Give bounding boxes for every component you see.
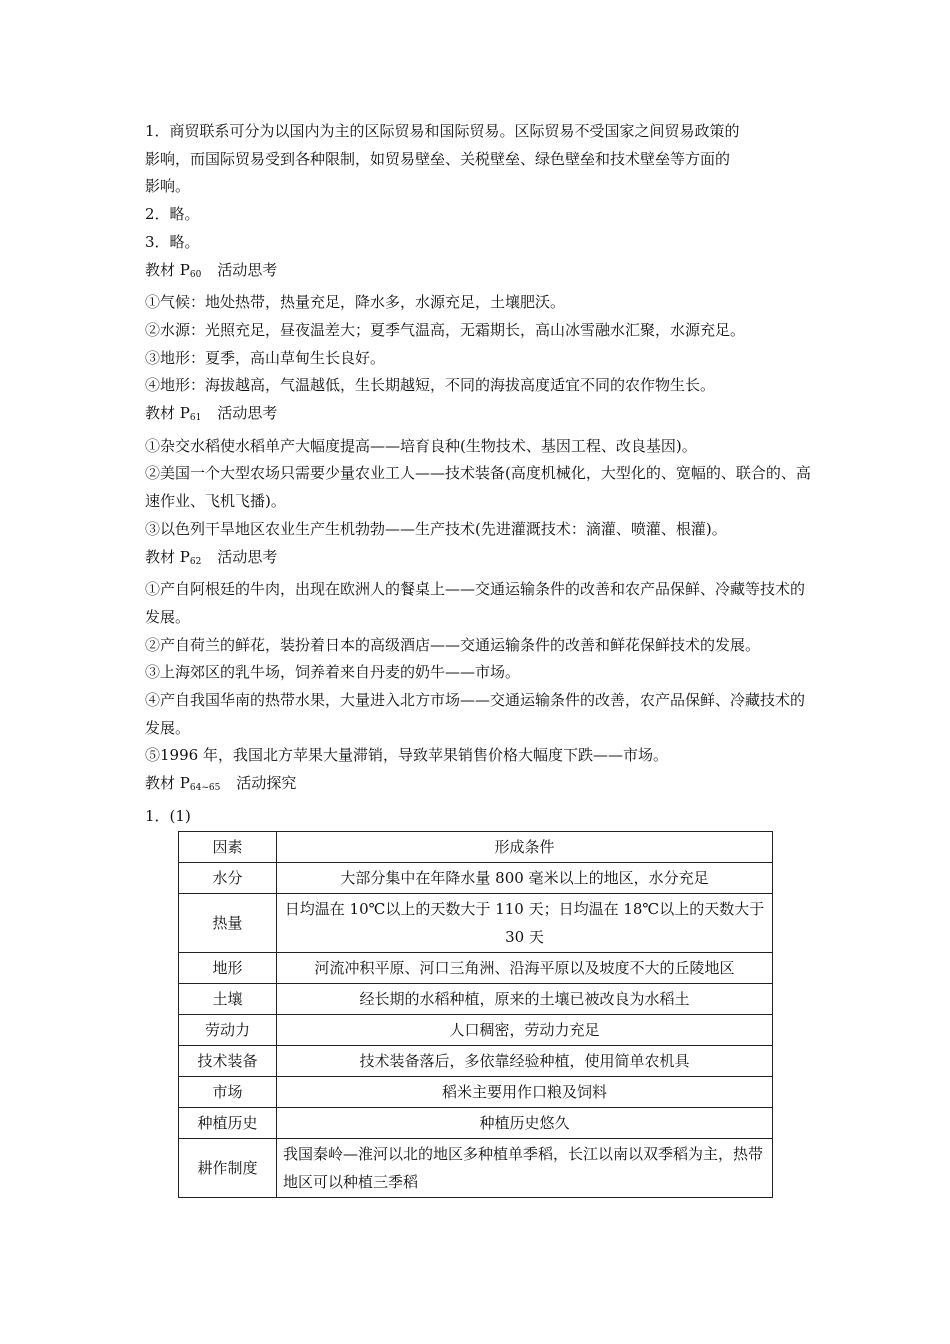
section-heading-p60: 教材 $P_{60}$ 活动思考: [145, 260, 278, 280]
table-row: [179, 1076, 773, 1107]
list-item: ①气候：地处热带，热量充足，降水多，水源充足，土壤肥沃。: [145, 293, 566, 312]
table-cell-condition: 经长期的水稻种植，原来的土壤已被改良为水稻土: [277, 983, 773, 1014]
table-row: [179, 1045, 773, 1076]
conditions-table: [178, 831, 773, 1198]
table-row: [179, 1014, 773, 1045]
table-row: [179, 1138, 773, 1197]
table-cell-factor: 技术装备: [179, 1045, 277, 1076]
list-item: ②美国一个大型农场只需要少量农业工人——技术装备(高度机械化，大型化的、宽幅的、联合的、高速作业、飞机飞播)。: [145, 464, 811, 511]
table-cell-condition: 我国秦岭—淮河以北的地区多种植单季稻，长江以南以双季稻为主，热带地区可以种植三季稻: [277, 1138, 773, 1197]
section-heading-p62: 教材 $P_{62}$ 活动思考: [145, 547, 278, 567]
table-cell-factor: 种植历史: [179, 1107, 277, 1138]
list-item: ①产自阿根廷的牛肉，出现在欧洲人的餐桌上——交通运输条件的改善和农产品保鲜、冷藏等技术的发展。: [145, 580, 806, 626]
table-row: [179, 1107, 773, 1138]
answer-1-line-3: 影响。: [145, 177, 191, 196]
document-page: [145, 118, 815, 1191]
table-row: [179, 893, 773, 952]
table-cell-condition: 种植历史悠久: [277, 1107, 773, 1138]
section-heading-p61: 教材 $P_{61}$ 活动思考: [145, 404, 278, 424]
table-cell-factor: 水分: [179, 862, 277, 893]
list-item: ④产自我国华南的热带水果，大量进入北方市场——交通运输条件的改善，农产品保鲜、冷藏技术的发展。: [145, 691, 806, 737]
answer-1-line-1: 1．商贸联系可分为以国内为主的区际贸易和国际贸易。区际贸易不受国家之间贸易政策的: [145, 122, 740, 140]
table-cell-condition: 稻米主要用作口粮及饲料: [277, 1076, 773, 1107]
table-cell-condition: 人口稠密，劳动力充足: [277, 1014, 773, 1045]
table-cell-factor: 耕作制度: [179, 1138, 277, 1197]
list-item: ③上海郊区的乳牛场，饲养着来自丹麦的奶牛——市场。: [145, 663, 521, 682]
table-cell-condition: 日均温在 10℃以上的天数大于 110 天；日均温在 18℃以上的天数大于 30 天: [277, 893, 773, 952]
answer-1-line-2: 影响，而国际贸易受到各种限制，如贸易壁垒、关税壁垒、绿色壁垒和技术壁垒等方面的: [145, 149, 731, 168]
list-item: ①杂交水稻使水稻单产大幅度提高——培育良种(生物技术、基因工程、改良基因)。: [145, 436, 697, 455]
table-cell-factor: 市场: [179, 1076, 277, 1107]
answer-2: 2．略。: [145, 205, 200, 224]
answer-3: 3．略。: [145, 232, 200, 251]
table-row: [179, 983, 773, 1014]
question-number: 1．(1): [145, 806, 191, 825]
list-item: ④地形：海拔越高，气温越低，生长期越短，不同的海拔高度适宜不同的农作物生长。: [145, 376, 716, 395]
list-item: ⑤1996 年，我国北方苹果大量滞销，导致苹果销售价格大幅度下跌——市场。: [145, 746, 668, 765]
table-cell-condition: 技术装备落后，多依靠经验种植，使用简单农机具: [277, 1045, 773, 1076]
table-cell-condition: 大部分集中在年降水量 800 毫米以上的地区，水分充足: [277, 862, 773, 893]
table-row: [179, 952, 773, 983]
table-header-cell: 因素: [179, 831, 277, 862]
list-item: ③地形：夏季，高山草甸生长良好。: [145, 348, 386, 367]
table-header-cell: 形成条件: [277, 831, 773, 862]
table-cell-condition: 河流冲积平原、河口三角洲、沿海平原以及坡度不大的丘陵地区: [277, 952, 773, 983]
list-item: ②产自荷兰的鲜花，装扮着日本的高级酒店——交通运输条件的改善和鲜花保鲜技术的发展。: [145, 635, 761, 654]
table-cell-factor: 地形: [179, 952, 277, 983]
list-item: ③以色列干旱地区农业生产生机勃勃——生产技术(先进灌溉技术：滴灌、喷灌、根灌)。: [145, 519, 727, 538]
list-item: ②水源：光照充足，昼夜温差大；夏季气温高，无霜期长，高山冰雪融水汇聚，水源充足。: [145, 320, 746, 339]
table-row: [179, 862, 773, 893]
table-header-row: [179, 831, 773, 862]
table-cell-factor: 热量: [179, 893, 277, 952]
table-cell-factor: 劳动力: [179, 1014, 277, 1045]
table-cell-factor: 土壤: [179, 983, 277, 1014]
section-heading-p64-65: 教材 $P_{64\sim 65}$ 活动探究: [145, 774, 297, 794]
